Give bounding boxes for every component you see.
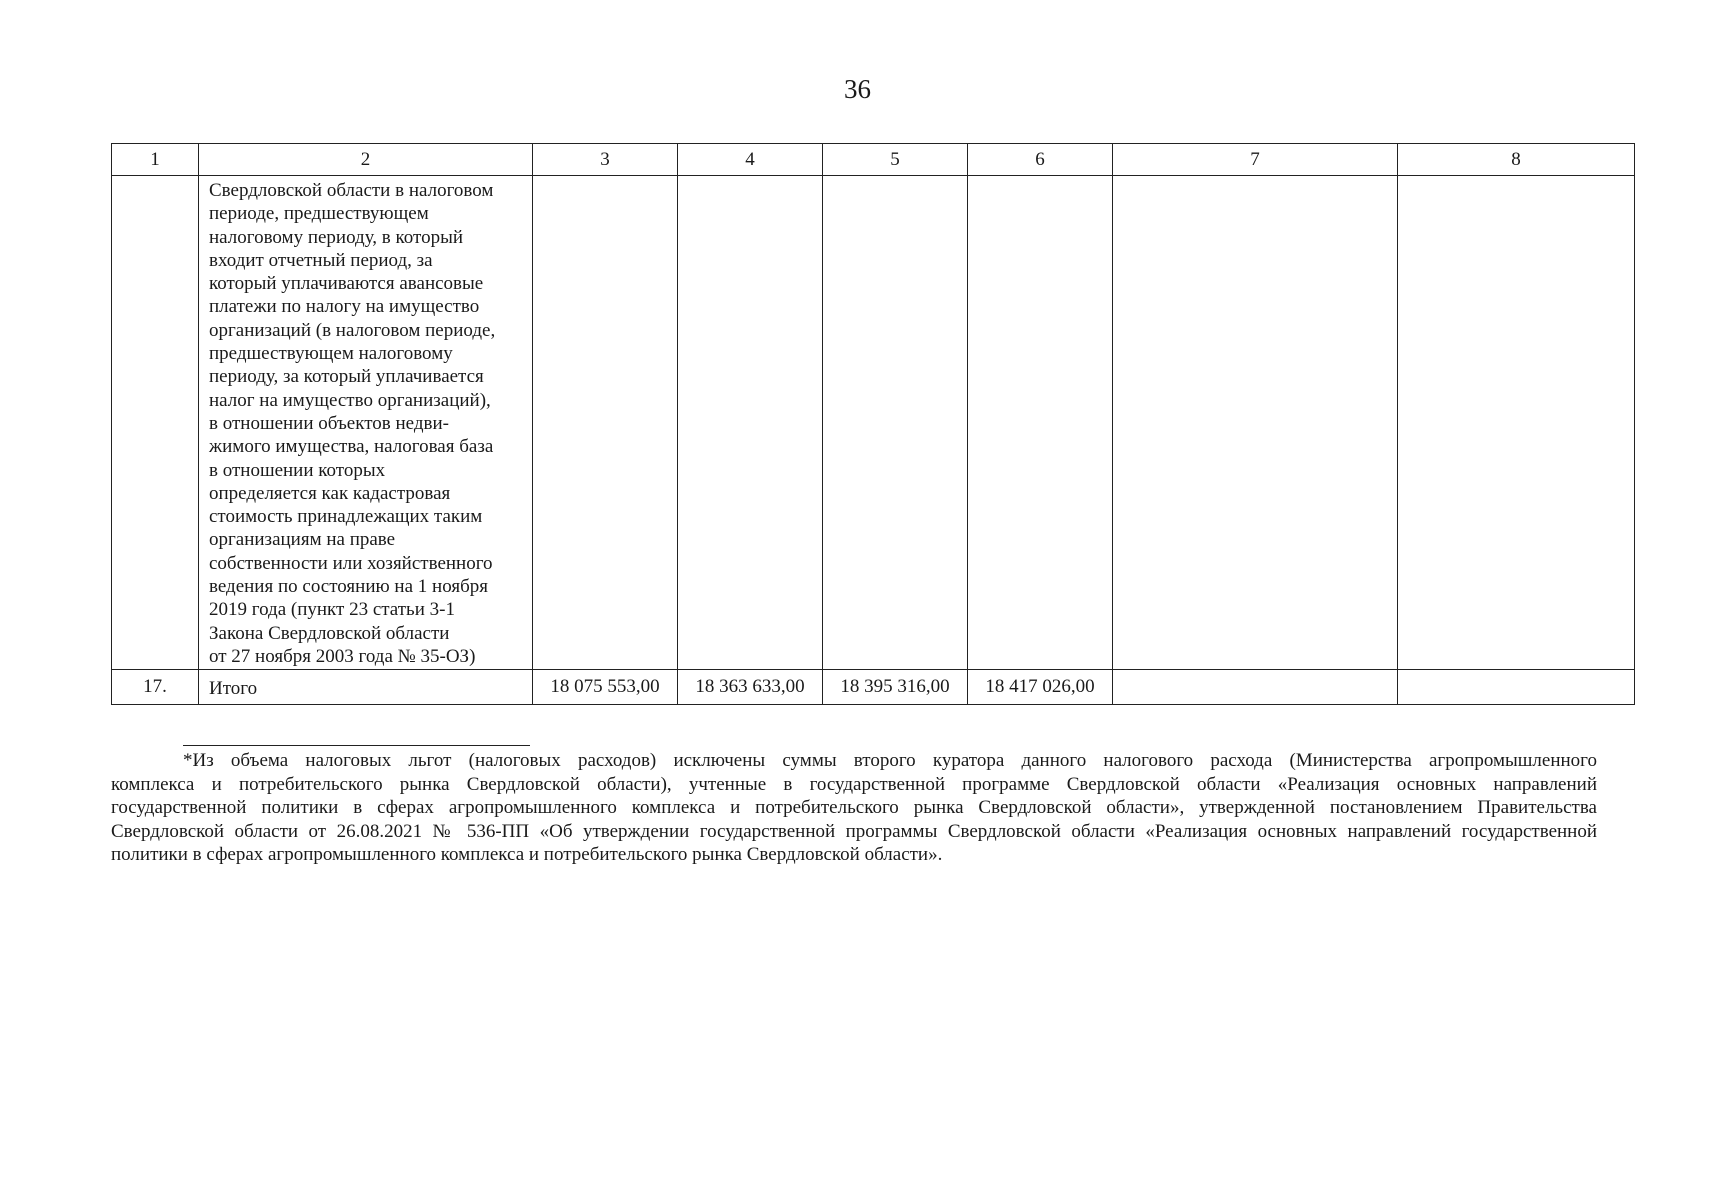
- column-header: 6: [968, 144, 1113, 176]
- total-col7-value: [1113, 670, 1398, 705]
- column-header: 4: [678, 144, 823, 176]
- description-line: ведения по состоянию на 1 ноября: [209, 576, 488, 598]
- description-line: жимого имущества, налоговая база: [209, 436, 494, 458]
- total-col8-value: [1398, 670, 1635, 705]
- footnote-line: *Из объема налоговых льгот (налоговых расходов) исключены суммы второго куратора данного налогового расхода (Министерства агропромышленного: [183, 750, 1597, 771]
- total-col6-value: 18 417 026,00: [968, 670, 1113, 705]
- table-cell-col6: [968, 176, 1113, 670]
- column-header: 2: [199, 144, 533, 176]
- description-line: входит отчетный период, за: [209, 249, 433, 271]
- footnote-line: государственной политики в сферах агропромышленного комплекса и потребительского рынка Свердловской области», утвержденной постановлением Правительства: [111, 797, 1597, 818]
- description-line: от 27 ноября 2003 года № 35-ОЗ): [209, 645, 476, 667]
- table-cell-col5: [823, 176, 968, 670]
- footnote-line: комплекса и потребительского рынка Свердловской области), учтенные в государственной программе Свердловской области «Реализация основных направлений: [111, 773, 1597, 795]
- description-line: периоде, предшествующем: [209, 203, 429, 225]
- table-cell-number: [112, 176, 199, 670]
- table-row-total: [112, 670, 1635, 705]
- footnote-line: Свердловской области от 26.08.2021 № 536-ПП «Об утверждении государственной программы Свердловской области «Реализация основных направлений государственной: [111, 820, 1597, 842]
- total-row-number: 17.: [112, 670, 199, 705]
- column-header: 5: [823, 144, 968, 176]
- column-header: 7: [1113, 144, 1398, 176]
- page-number: 36: [844, 74, 871, 104]
- description-line: организациям на праве: [209, 529, 396, 551]
- description-line: в отношении которых: [209, 459, 386, 481]
- table-row-continued: [112, 176, 1635, 670]
- description-line: Закона Свердловской области: [209, 622, 450, 644]
- total-col3-value: 18 075 553,00: [533, 670, 678, 705]
- description-line: собственности или хозяйственного: [209, 552, 493, 574]
- column-header: 1: [112, 144, 199, 176]
- description-line: налог на имущество организаций),: [209, 389, 491, 411]
- table-cell-col8: [1398, 176, 1635, 670]
- description-line: периоду, за который уплачивается: [209, 366, 484, 388]
- footnote-line: политики в сферах агропромышленного комплекса и потребительского рынка Свердловской области».: [111, 844, 943, 865]
- total-col4-value: 18 363 633,00: [678, 670, 823, 705]
- table-cell-col7: [1113, 176, 1398, 670]
- description-line: налоговому периоду, в который: [209, 226, 464, 248]
- description-line: определяется как кадастровая: [209, 482, 451, 504]
- tax-expenditure-table: [111, 143, 1635, 705]
- total-row-label: Итого: [199, 670, 533, 705]
- column-header: 8: [1398, 144, 1635, 176]
- table-cell-description: [199, 176, 533, 670]
- description-line: предшествующем налоговому: [209, 343, 453, 365]
- description-line: организаций (в налоговом периоде,: [209, 319, 496, 341]
- description-line: 2019 года (пункт 23 статьи 3-1: [209, 599, 455, 621]
- description-line: стоимость принадлежащих таким: [209, 506, 483, 528]
- footnote-separator: [183, 745, 530, 746]
- description-line: Свердловской области в налоговом: [209, 180, 494, 201]
- description-line: платежи по налогу на имущество: [209, 296, 480, 318]
- description-line: в отношении объектов недви-: [209, 412, 449, 434]
- total-col5-value: 18 395 316,00: [823, 670, 968, 705]
- description-line: который уплачиваются авансовые: [209, 273, 484, 295]
- footnote: [111, 749, 1597, 867]
- table-header-row: [112, 144, 1635, 176]
- table-cell-col4: [678, 176, 823, 670]
- table-cell-col3: [533, 176, 678, 670]
- column-header: 3: [533, 144, 678, 176]
